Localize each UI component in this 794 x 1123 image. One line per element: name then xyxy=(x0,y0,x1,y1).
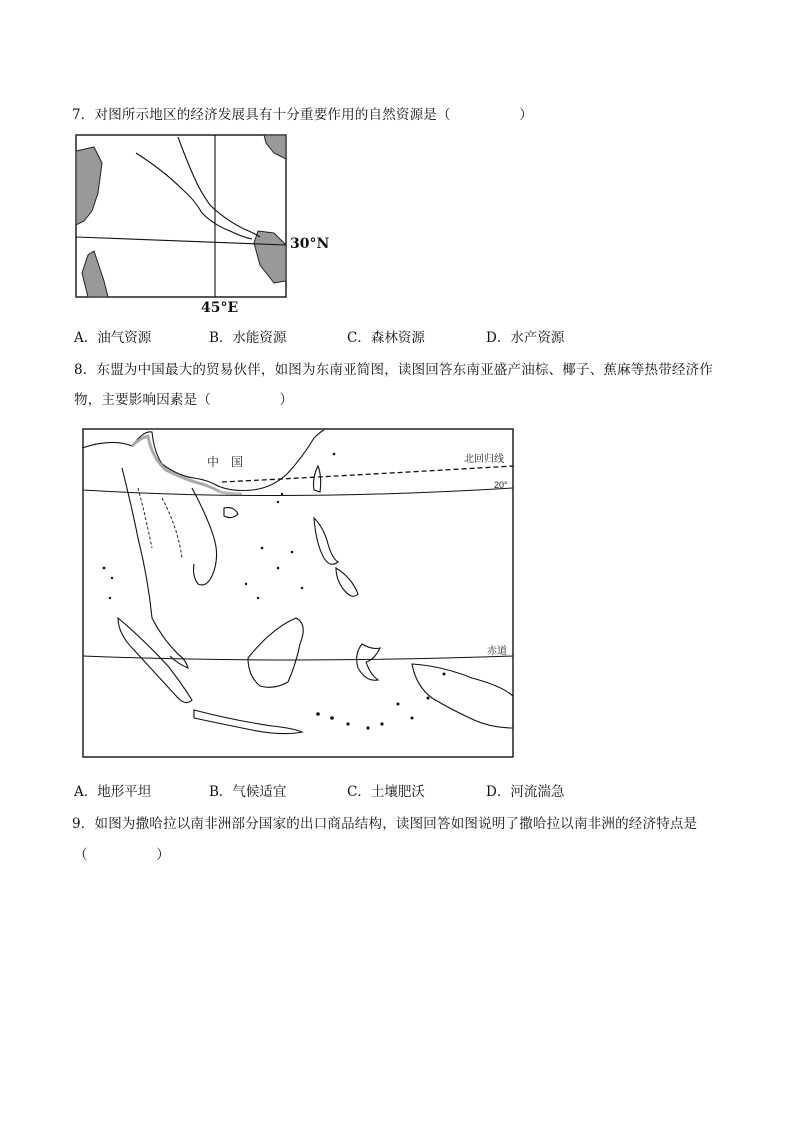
q8-lat20-label: 20° xyxy=(494,480,508,490)
q8-map xyxy=(82,428,514,758)
q7-lon-label: 45°E xyxy=(201,300,239,316)
q7-lat-label: 30°N xyxy=(290,236,330,252)
q7-option-a[interactable]: A．油气资源 xyxy=(74,330,152,346)
q9-stem-line1: 9．如图为撒哈拉以南非洲部分国家的出口商品结构，读图回答如图说明了撒哈拉以南非洲的经济特点是 xyxy=(72,816,698,832)
q7-map xyxy=(74,133,334,316)
q8-china-label: 中 国 xyxy=(207,455,244,469)
q7-option-b[interactable]: B．水能资源 xyxy=(209,330,287,346)
q7-stem: 7．对图所示地区的经济发展具有十分重要作用的自然资源是（ ） xyxy=(72,107,533,123)
q8-stem-line1: 8．东盟为中国最大的贸易伙伴，如图为东南亚简图，读图回答东南亚盛产油棕、椰子、蕉麻等热带经济作 xyxy=(74,362,713,378)
q8-option-c[interactable]: C．土壤肥沃 xyxy=(347,784,425,800)
q8-option-a[interactable]: A．地形平坦 xyxy=(74,784,152,800)
q8-tropic-label: 北回归线 xyxy=(464,454,504,465)
q8-equator-label: 赤道 xyxy=(487,646,507,657)
q7-option-d[interactable]: D．水产资源 xyxy=(486,330,565,346)
q8-option-b[interactable]: B．气候适宜 xyxy=(209,784,287,800)
q7-option-c[interactable]: C．森林资源 xyxy=(347,330,425,346)
q8-stem-line2: 物，主要影响因素是（ ） xyxy=(74,392,294,408)
q9-stem-line2: （ ） xyxy=(74,847,170,863)
q8-option-d[interactable]: D．河流湍急 xyxy=(486,784,565,800)
